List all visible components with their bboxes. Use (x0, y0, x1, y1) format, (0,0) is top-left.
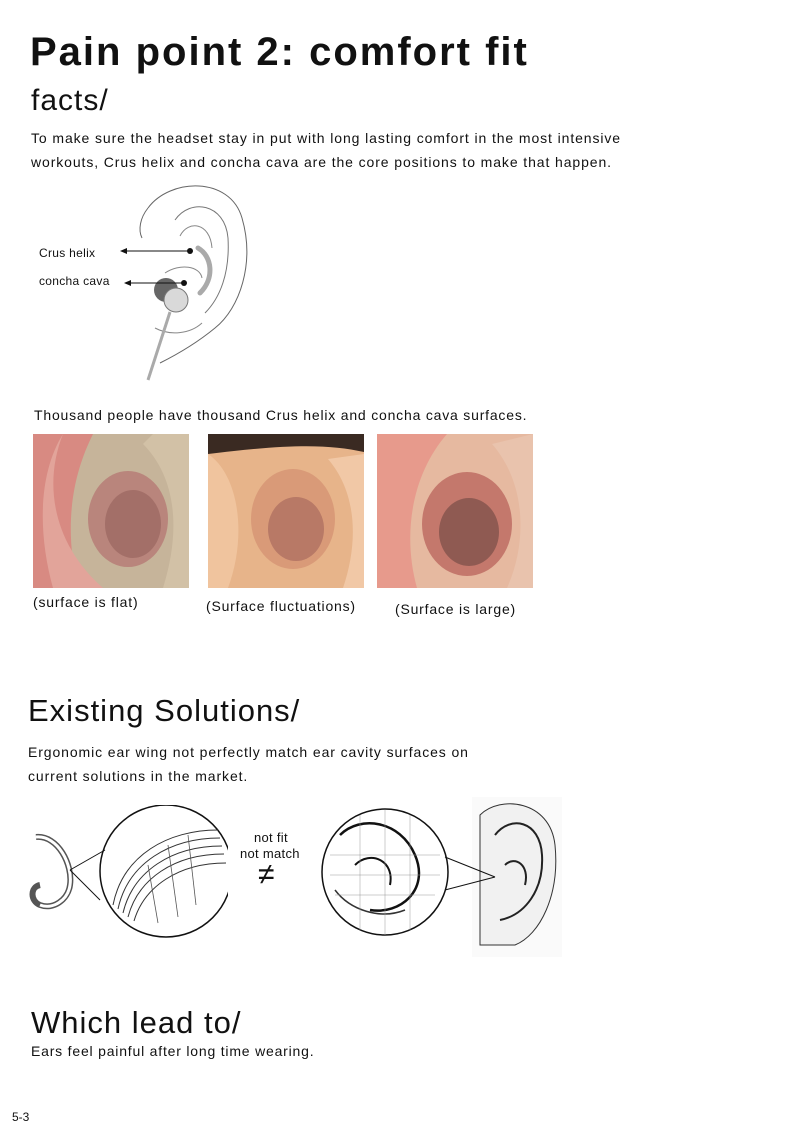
not-equal-symbol: ≠ (258, 858, 275, 891)
caption-fluctuations: (Surface fluctuations) (206, 598, 356, 614)
lead-text: Ears feel painful after long time wearing. (31, 1043, 315, 1059)
not-match-label: not match (240, 846, 300, 861)
caption-large: (Surface is large) (395, 601, 516, 617)
page-title: Pain point 2: comfort fit (30, 30, 529, 74)
ear-cavity-wireframe (320, 795, 565, 965)
existing-solutions-heading: Existing Solutions/ (28, 693, 301, 728)
caption-flat: (surface is flat) (33, 594, 139, 610)
concha-cava-label: concha cava (39, 274, 110, 288)
facts-heading: facts/ (31, 84, 109, 117)
ear-photo-large (377, 434, 533, 588)
ear-photo-flat (33, 434, 189, 588)
crus-helix-label: Crus helix (39, 246, 96, 260)
page-number: 5-3 (12, 1110, 30, 1124)
lead-heading: Which lead to/ (31, 1005, 242, 1040)
ear-photo-fluctuations (208, 434, 364, 588)
ear-wing-wireframe (28, 805, 228, 940)
existing-solutions-text: Ergonomic ear wing not perfectly match ear cavity surfaces on current solutions in the market. (28, 744, 469, 784)
not-fit-label: not fit (254, 830, 288, 845)
facts-text: To make sure the headset stay in put with long lasting comfort in the most intensive workouts, Crus helix and concha cava are the core positions to make that happen. (31, 130, 621, 170)
variety-text: Thousand people have thousand Crus helix and concha cava surfaces. (34, 407, 528, 423)
